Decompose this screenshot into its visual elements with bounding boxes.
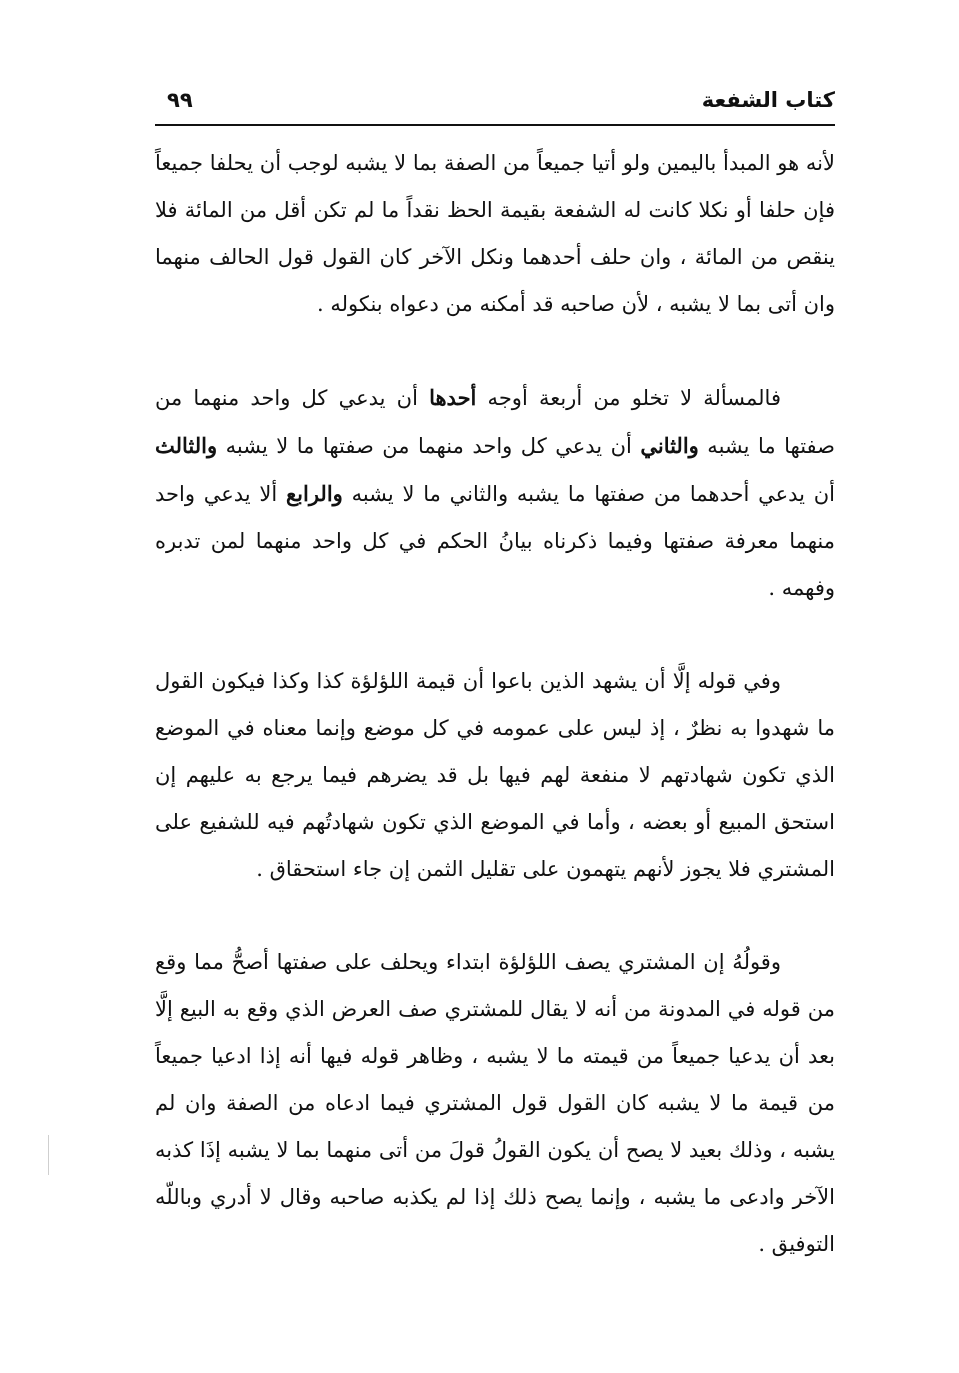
text-segment: أن يدعي كل واحد منهما من صفتها ما لا يشبه xyxy=(217,434,641,458)
paragraph-1 xyxy=(155,140,835,328)
text-segment: ألا يدعي واحد منهما معرفة صفتها وفيما ذكرناه بيانُ الحكم في كل واحد منهما لمن تدبره وفهمه . xyxy=(155,482,835,600)
text-segment: وفي قوله إلَّا أن يشهد الذين باعوا أن قيمة اللؤلؤة كذا وكذا فيكون القول ما شهدوا به نظرٌ ، إذ ليس على عمومه في كل موضع وإنما معناه في الموضع الذي تكون شهادتهم لا منفعة لهم فيها بل قد يضرهم فيما يرجع به عليهم إن استحق المبيع أو بعضه ، وأما في الموضع الذي تكون شهادتُهم فيه للشفيع على المشتري فلا يجوز لأنهم يتهمون على تقليل الثمن إن جاء استحقاق . xyxy=(155,669,835,881)
paragraph-3 xyxy=(155,658,835,893)
text-segment: فالمسألة لا تخلو من أربعة أوجه xyxy=(476,386,781,410)
bold-keyword: والثالث xyxy=(155,433,218,458)
bold-keyword: والرابع xyxy=(285,481,343,506)
text-segment: أن يدعي أحدهما من صفتها ما يشبه والثاني ما لا يشبه xyxy=(342,482,836,506)
header-divider xyxy=(155,124,835,126)
paragraph-4 xyxy=(155,939,835,1268)
page-number: ٩٩ xyxy=(167,88,193,112)
text-segment: أن يدعي كل واحد منهما من صفتها ما يشبه xyxy=(155,386,835,458)
scan-margin-mark xyxy=(48,1135,49,1175)
bold-keyword: أحدها xyxy=(429,385,477,410)
bold-keyword: والثاني xyxy=(640,433,699,458)
text-segment: وقولُهُ إن المشتري يصف اللؤلؤة ابتداء ويحلف على صفتها أصحُّ مما وقع من قوله في المدونة من أنه لا يقال للمشتري صف العرض الذي وقع به البيع إلَّا بعد أن يدعيا جميعاً من قيمته ما لا يشبه ، وظاهر قوله فيها أنه إذا ادعيا جميعاً من قيمة ما لا يشبه كان القول قول المشتري فيما ادعاه من الصفة وان لم يشبه ، وذلك بعيد لا يصح أن يكون القولُ قولَ من أتى منهما بما لا يشبه إذَا كذبه الآخر وادعى ما يشبه ، وإنما يصح ذلك إذا لم يكذبه صاحبه وقال لا أدري وباللّه التوفيق . xyxy=(155,950,835,1256)
chapter-title: كتاب الشفعة xyxy=(701,88,835,112)
running-header xyxy=(155,82,835,124)
main-text xyxy=(155,140,835,1314)
text-segment: لأنه هو المبدأ باليمين ولو أتيا جميعاً من الصفة بما لا يشبه لوجب أن يحلفا جميعاً فإن حلفا أو نكلا كانت له الشفعة بقيمة الحظ نقداً ما لم تكن أقل من المائة فلا ينقص من المائة ، وان حلف أحدهما ونكل الآخر كان القول قول الحالف منهما وان أتى بما لا يشبه ، لأن صاحبه قد أمكنه من دعواه بنكوله . xyxy=(155,151,835,316)
paragraph-2 xyxy=(155,374,835,612)
